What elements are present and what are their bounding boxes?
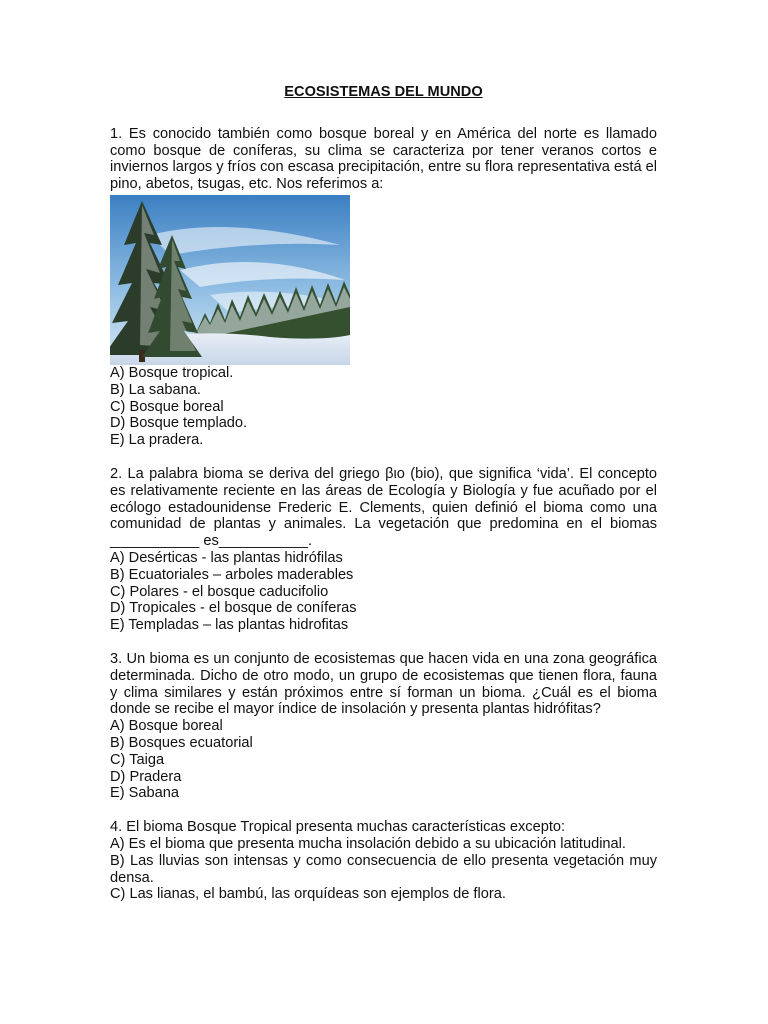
option-e: E) Templadas – las plantas hidrofitas (110, 617, 349, 634)
option-a: A) Bosque tropical. (110, 364, 234, 381)
option-d: D) Tropicales - el bosque de coníferas (110, 600, 357, 617)
document-page (110, 84, 657, 920)
option-b: B) La sabana. (110, 381, 201, 398)
option-d: D) Bosque templado. (110, 415, 248, 432)
question-4 (110, 819, 657, 903)
option-a: A) Es el bioma que presenta mucha insolación debido a su ubicación latitudinal. (110, 835, 626, 852)
question-2 (110, 466, 657, 634)
question-3 (110, 651, 657, 802)
question-4-text: 4. El bioma Bosque Tropical presenta muchas características excepto: (110, 819, 566, 836)
option-c: C) Bosque boreal (110, 398, 224, 415)
option-a: A) Bosque boreal (110, 718, 223, 735)
question-4-options (110, 836, 657, 903)
snowy-conifer-forest-photo (110, 195, 350, 365)
option-e: E) La pradera. (110, 432, 204, 449)
question-3-options (110, 718, 657, 802)
document-title: ECOSISTEMAS DEL MUNDO (284, 84, 483, 100)
option-c: C) Las lianas, el bambú, las orquídeas son ejemplos de flora. (110, 886, 506, 903)
option-d: D) Pradera (110, 768, 182, 785)
option-a: A) Desérticas - las plantas hidrófilas (110, 549, 343, 566)
question-2-options (110, 550, 657, 634)
question-1-text: 1. Es conocido también como bosque boreal y en América del norte es llamado como bosque de coníferas, su clima se caracteriza por tener veranos cortos e inviernos largos y fríos con escasa precipitación, entre su flora representativa está el pino, abetos, tsugas, etc. Nos referimos a: (110, 125, 657, 193)
question-3-text: 3. Un bioma es un conjunto de ecosistemas que hacen vida en una zona geográfica determinada. Dicho de otro modo, un grupo de ecosistemas que tienen flora, fauna y clima similares y están próximos entre sí forman un bioma. ¿Cuál es el bioma donde se recibe el mayor índice de insolación y presenta plantas hidrófitas? (110, 650, 657, 718)
option-c: C) Taiga (110, 751, 165, 768)
question-1 (110, 126, 657, 449)
option-e: E) Sabana (110, 785, 179, 802)
option-b: B) Bosques ecuatorial (110, 734, 253, 751)
option-b: B) Ecuatoriales – arboles maderables (110, 566, 354, 583)
option-b: B) Las lluvias son intensas y como consecuencia de ello presenta vegetación muy densa. (110, 852, 657, 886)
question-2-text: 2. La palabra bioma se deriva del griego βιο (bio), que significa ‘vida’. El concepto es relativamente reciente en las áreas de Ecología y Biología y fue acuñado por el ecólogo estadounidense Frederic E. Clements, quien definió el bioma como una comunidad de plantas y animales. La vegetación que predomina en el biomas ___________ es___________. (110, 465, 657, 550)
question-1-options (110, 365, 657, 449)
option-c: C) Polares - el bosque caducifolio (110, 583, 329, 600)
